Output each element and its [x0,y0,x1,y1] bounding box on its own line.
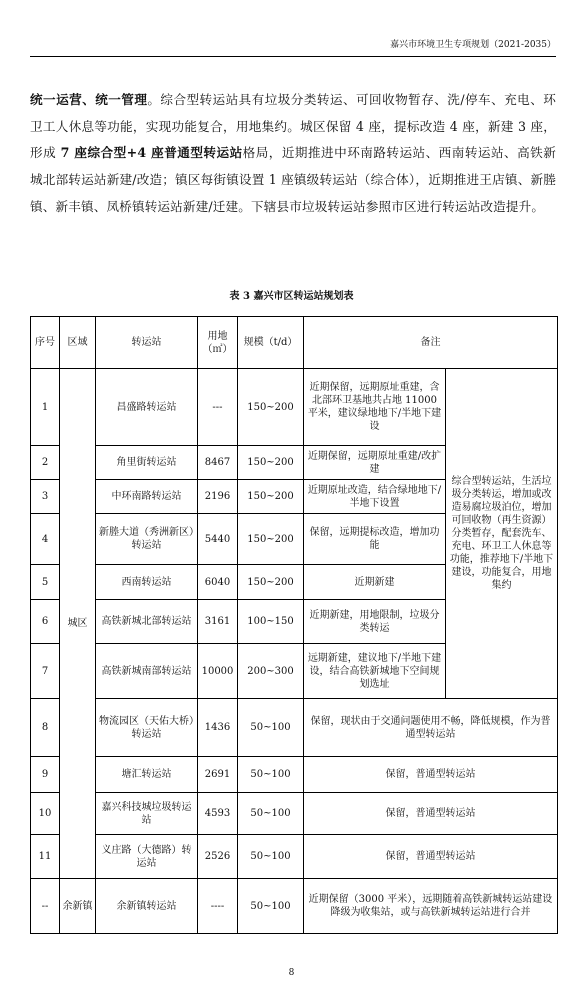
cell-area: ---- [198,879,238,934]
transfer-station-table [30,316,558,934]
cell-note: 保留，普通型转运站 [304,757,558,793]
cell-scale: 50~100 [238,879,304,934]
cell-note: 保留，普通型转运站 [304,835,558,879]
cell-seq: 7 [31,644,60,699]
table-row [31,793,558,835]
cell-seq: 6 [31,600,60,644]
cell-note: 保留，普通型转运站 [304,793,558,835]
cell-station: 新塍大道（秀洲新区）转运站 [96,514,198,565]
cell-seq: 8 [31,699,60,757]
cell-scale: 150~200 [238,480,304,514]
table-row [31,757,558,793]
cell-area: 5440 [198,514,238,565]
cell-scale: 150~200 [238,446,304,480]
cell-station: 中环南路转运站 [96,480,198,514]
cell-station: 西南转运站 [96,565,198,600]
cell-seq: 1 [31,369,60,446]
cell-area: 6040 [198,565,238,600]
text-segment-1: 。综合型转运站具有垃圾分类转运、可回收物暂存、洗/停车、充电、环卫工人休息等功能，实现功能复合，用地集约。城区保留 4 座，提标改造 4 座，新建 3 座，形成 [30,92,556,161]
cell-station: 嘉兴科技城垃圾转运站 [96,793,198,835]
cell-note: 保留，现状由于交通问题使用不畅，降低规模，作为普通型转运站 [304,699,558,757]
cell-station: 角里街转运站 [96,446,198,480]
cell-area: 10000 [198,644,238,699]
cell-station: 余新镇转运站 [96,879,198,934]
page-header: 嘉兴市环境卫生专项规划（2021-2035） [30,38,556,57]
cell-station: 高铁新城北部转运站 [96,600,198,644]
header-region: 区域 [60,317,96,369]
cell-seq: 3 [31,480,60,514]
cell-seq: 10 [31,793,60,835]
cell-station: 昌盛路转运站 [96,369,198,446]
cell-note: 保留，远期提标改造，增加功能 [304,514,446,565]
cell-area: 8467 [198,446,238,480]
table-header-row [31,317,558,369]
cell-station: 物流园区（天佑大桥）转运站 [96,699,198,757]
cell-shared-note: 综合型转运站，生活垃圾分类转运，增加或改造易腐垃圾泊位，增加可回收物（再生资源）分类暂存，配套洗车、充电、环卫工人休息等功能，推荐地下/半地下建设，功能复合，用地集约 [446,369,558,699]
cell-station: 高铁新城南部转运站 [96,644,198,699]
cell-area: 2526 [198,835,238,879]
cell-scale: 150~200 [238,565,304,600]
cell-seq: 5 [31,565,60,600]
cell-note: 近期新建，用地限制，垃圾分类转运 [304,600,446,644]
cell-seq: 11 [31,835,60,879]
cell-seq: -- [31,879,60,934]
header-seq: 序号 [31,317,60,369]
cell-area: 2691 [198,757,238,793]
cell-area: 1436 [198,699,238,757]
cell-area: 2196 [198,480,238,514]
cell-scale: 100~150 [238,600,304,644]
cell-area: 4593 [198,793,238,835]
cell-note: 近期保留（3000 平米），远期随着高铁新城转运站建设降级为收集站，或与高铁新城转运站进行合并 [304,879,558,934]
cell-scale: 200~300 [238,644,304,699]
header-station: 转运站 [96,317,198,369]
cell-area: 3161 [198,600,238,644]
bold-phrase-1: 统一运营、统一管理 [30,92,148,107]
cell-note: 近期保留，远期原址重建/改扩建 [304,446,446,480]
cell-station: 义庄路（大德路）转运站 [96,835,198,879]
cell-seq: 2 [31,446,60,480]
cell-note: 近期新建 [304,565,446,600]
cell-note: 近期保留，远期原址重建，含北部环卫基地共占地 11000 平米，建议绿地地下/半地下建设 [304,369,446,446]
cell-note: 近期原址改造，结合绿地地下/半地下设置 [304,480,446,514]
cell-seq: 4 [31,514,60,565]
table-row [31,879,558,934]
cell-station: 塘汇转运站 [96,757,198,793]
cell-scale: 50~100 [238,835,304,879]
text-segment-2: 格局，近期推进中环南路转运站、西南转运站、高铁新城北部转运站新建/改造；镇区每街镇设置 1 座镇级转运站（综合体），近期推进王店镇、新塍镇、新丰镇、凤桥镇转运站新建/迁建。下辖县市垃圾转运站参照市区进行转运站改造提升。 [30,145,556,214]
cell-area: --- [198,369,238,446]
cell-region-city: 城区 [60,369,96,879]
page-number: 8 [288,968,295,978]
cell-scale: 150~200 [238,369,304,446]
table-caption: 表 3 嘉兴市区转运站规划表 [229,291,354,302]
header-scale: 规模（t/d） [238,317,304,369]
table-row [31,835,558,879]
header-note: 备注 [304,317,558,369]
bold-phrase-2: 7 座综合型+4 座普通型转运站 [60,145,243,161]
cell-seq: 9 [31,757,60,793]
cell-scale: 150~200 [238,514,304,565]
cell-scale: 50~100 [238,699,304,757]
cell-region: 余新镇 [60,879,96,934]
header-area: 用地（㎡） [198,317,238,369]
cell-note: 远期新建，建议地下/半地下建设，结合高铁新城地下空间规划选址 [304,644,446,699]
table-row [31,699,558,757]
cell-scale: 50~100 [238,757,304,793]
body-paragraph [30,87,556,221]
table-row [31,369,558,446]
cell-scale: 50~100 [238,793,304,835]
